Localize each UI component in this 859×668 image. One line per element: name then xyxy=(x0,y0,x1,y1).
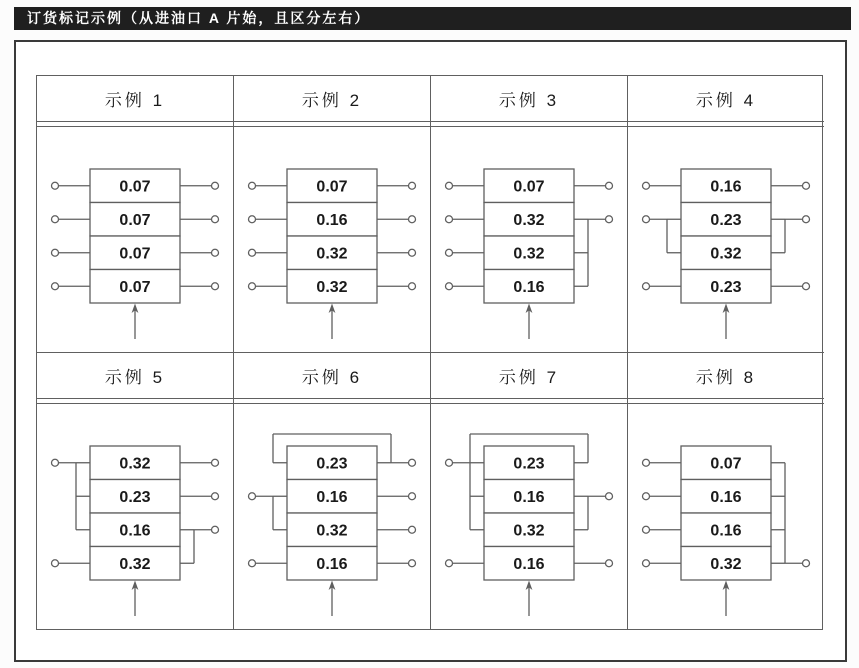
example-cell-3 xyxy=(431,76,628,353)
example-3-diagram xyxy=(431,126,627,352)
example-cell-6 xyxy=(234,353,431,629)
svg-text:0.16: 0.16 xyxy=(316,555,348,573)
svg-text:0.32: 0.32 xyxy=(513,245,545,263)
example-cell-1 xyxy=(37,76,234,353)
svg-text:0.23: 0.23 xyxy=(710,211,742,229)
example-cell-8 xyxy=(628,353,824,629)
svg-text:0.16: 0.16 xyxy=(513,278,545,296)
example-cell-4 xyxy=(628,76,824,353)
svg-text:0.16: 0.16 xyxy=(710,522,742,540)
example-1-title: 示例 1 xyxy=(37,76,233,122)
example-4-diagram xyxy=(628,126,824,352)
example-7-title: 示例 7 xyxy=(431,353,627,399)
example-cell-2 xyxy=(234,76,431,353)
svg-text:0.32: 0.32 xyxy=(316,245,348,263)
svg-text:0.23: 0.23 xyxy=(710,278,742,296)
svg-text:0.07: 0.07 xyxy=(119,211,151,229)
svg-text:0.07: 0.07 xyxy=(513,178,545,196)
example-6-title: 示例 6 xyxy=(234,353,430,399)
svg-text:0.16: 0.16 xyxy=(710,178,742,196)
svg-text:0.16: 0.16 xyxy=(119,522,151,540)
svg-text:0.23: 0.23 xyxy=(119,488,151,506)
svg-text:0.16: 0.16 xyxy=(710,488,742,506)
svg-text:0.32: 0.32 xyxy=(513,522,545,540)
svg-text:0.16: 0.16 xyxy=(513,555,545,573)
example-2-title: 示例 2 xyxy=(234,76,430,122)
example-cell-7 xyxy=(431,353,628,629)
example-6-diagram xyxy=(234,403,430,629)
examples-table xyxy=(36,75,823,630)
example-cell-5 xyxy=(37,353,234,629)
page-title-bar: 订货标记示例（从进油口 A 片始，且区分左右） xyxy=(14,7,851,30)
svg-text:0.32: 0.32 xyxy=(316,522,348,540)
example-8-title: 示例 8 xyxy=(628,353,824,399)
svg-text:0.32: 0.32 xyxy=(119,555,151,573)
example-5-title: 示例 5 xyxy=(37,353,233,399)
svg-text:0.32: 0.32 xyxy=(710,245,742,263)
svg-text:0.16: 0.16 xyxy=(316,488,348,506)
example-3-title: 示例 3 xyxy=(431,76,627,122)
example-1-diagram xyxy=(37,126,233,352)
svg-text:0.07: 0.07 xyxy=(119,245,151,263)
svg-text:0.07: 0.07 xyxy=(119,278,151,296)
example-7-diagram xyxy=(431,403,627,629)
example-8-diagram xyxy=(628,403,824,629)
svg-text:0.32: 0.32 xyxy=(710,555,742,573)
outer-frame xyxy=(14,40,847,662)
svg-text:0.32: 0.32 xyxy=(316,278,348,296)
svg-text:0.23: 0.23 xyxy=(513,455,545,473)
svg-text:0.32: 0.32 xyxy=(119,455,151,473)
svg-text:0.16: 0.16 xyxy=(513,488,545,506)
example-4-title: 示例 4 xyxy=(628,76,824,122)
example-5-diagram xyxy=(37,403,233,629)
svg-text:0.07: 0.07 xyxy=(316,178,348,196)
example-2-diagram xyxy=(234,126,430,352)
svg-text:0.16: 0.16 xyxy=(316,211,348,229)
svg-text:0.07: 0.07 xyxy=(119,178,151,196)
svg-text:0.07: 0.07 xyxy=(710,455,742,473)
svg-text:0.32: 0.32 xyxy=(513,211,545,229)
svg-text:0.23: 0.23 xyxy=(316,455,348,473)
